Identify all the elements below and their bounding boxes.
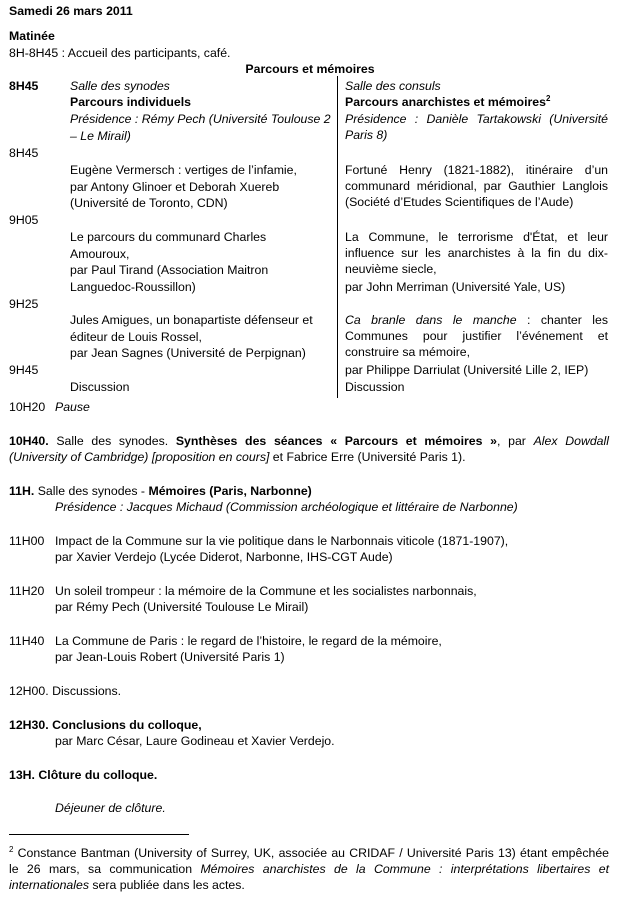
left-talk-line: Le parcours du communard Charles	[70, 230, 267, 244]
right-session-title-text: Parcours anarchistes et mémoires	[345, 95, 546, 109]
synthese-speaker: Alex Dowdall (University of Cambridge) [proposition en cours]	[9, 434, 609, 464]
footnote-title: Mémoires anarchistes de la Commune : interprétations libertaires et internationales	[9, 862, 609, 892]
session11-heading	[9, 483, 312, 499]
left-talk-line: Amouroux,	[70, 247, 130, 261]
session11-time: 11H.	[9, 484, 35, 498]
left-talk-line: (Université de Toronto, CDN)	[70, 196, 228, 210]
left-talk-line: Languedoc-Roussillon)	[70, 280, 196, 294]
right-talk	[345, 312, 608, 360]
left-room: Salle des synodes	[70, 79, 170, 93]
talk-author: par Rémy Pech (Université Toulouse Le Mirail)	[55, 600, 309, 614]
left-discussion: Discussion	[70, 380, 130, 394]
left-talk-line: par Antony Glinoer et Deborah Xuereb	[70, 180, 280, 194]
synthese-paragraph	[9, 433, 609, 465]
time-label: 9H05	[9, 213, 39, 227]
left-talk-line: par Paul Tirand (Association Maitron	[70, 263, 269, 277]
time-label: 8H45	[9, 146, 39, 160]
column-divider	[337, 76, 338, 398]
right-talk-author: par John Merriman (Université Yale, US)	[345, 280, 566, 294]
left-talk-line: par Jean Sagnes (Université de Perpignan)	[70, 346, 306, 360]
talk-time: 11H40	[9, 634, 45, 648]
left-presidency: Présidence : Rémy Pech (Université Toulouse 2	[70, 112, 331, 126]
talk-title: Impact de la Commune sur la vie politique dans le Narbonnais viticole (1871-1907),	[55, 534, 509, 548]
conclusions-title: 12H30. Conclusions du colloque,	[9, 718, 202, 732]
right-talk: Fortuné Henry (1821-1882), itinéraire d’un communard méridional, par Gauthier Langlois (Société d’Etudes Scientifiques de l’Aude)	[345, 163, 608, 209]
pause-label: Pause	[55, 400, 90, 414]
synthese-room: Salle des synodes.	[48, 434, 176, 448]
footnote	[9, 845, 609, 893]
right-talk-title-rest: : chanter les Communes pour justifier l’événement et construire sa mémoire,	[345, 313, 608, 359]
left-talk-line: Eugène Vermersch : vertiges de l’infamie,	[70, 163, 297, 177]
footnote-separator	[9, 834, 189, 835]
left-presidency: – Le Mirail)	[70, 129, 131, 143]
talk-time: 11H20	[9, 584, 45, 598]
talk-title: Un soleil trompeur : la mémoire de la Commune et les socialistes narbonnais,	[55, 584, 477, 598]
talk-title: La Commune de Paris : le regard de l’histoire, le regard de la mémoire,	[55, 634, 442, 648]
discussions-line: 12H00. Discussions.	[9, 684, 122, 698]
synthese-rest: et Fabrice Erre (Université Paris 1).	[269, 450, 466, 464]
right-talk-author: par Philippe Darriulat (Université Lille 2, IEP)	[345, 363, 589, 377]
session11-room: Salle des synodes -	[34, 484, 149, 498]
synthese-time: 10H40.	[9, 434, 49, 448]
closing-line: 13H. Clôture du colloque.	[9, 768, 158, 782]
synthese-by: , par	[497, 434, 534, 448]
right-presidency: Présidence : Danièle Tartakowski (Université Paris 8)	[345, 112, 608, 142]
footnote-mark: 2	[9, 844, 14, 854]
right-discussion: Discussion	[345, 380, 405, 394]
date-heading: Samedi 26 mars 2011	[9, 4, 133, 18]
time-label: 9H25	[9, 297, 39, 311]
left-talk-line: éditeur de Louis Rossel,	[70, 330, 202, 344]
talk-author: par Jean-Louis Robert (Université Paris 1)	[55, 650, 285, 664]
left-talk-line: Jules Amigues, un bonapartiste défenseur et	[70, 313, 313, 327]
session11-presidency: Présidence : Jacques Michaud (Commission archéologique et littéraire de Narbonne)	[55, 500, 518, 514]
right-talk: La Commune, le terrorisme d'État, et leur influence sur les anarchistes à la fin du dix-neuvième siecle,	[345, 230, 608, 276]
welcome-line: 8H-8H45 : Accueil des participants, café.	[9, 46, 231, 60]
right-session-title	[345, 94, 550, 110]
matinee-heading: Matinée	[9, 29, 55, 43]
time-label: 9H45	[9, 363, 39, 377]
left-session-title: Parcours individuels	[70, 95, 191, 109]
conclusions-authors: par Marc César, Laure Godineau et Xavier Verdejo.	[55, 734, 335, 748]
lunch-line: Déjeuner de clôture.	[55, 801, 166, 815]
footnote-ref[interactable]: 2	[545, 93, 551, 103]
right-room: Salle des consuls	[345, 79, 441, 93]
talk-time: 11H00	[9, 534, 45, 548]
time-label: 8H45	[9, 79, 39, 93]
footnote-text: Constance Bantman (University of Surrey, UK, associée au CRIDAF / Université Paris 13) étant empêchée le 26 mars, sa communication	[9, 846, 609, 876]
time-label: 10H20	[9, 400, 46, 414]
synthese-title: Synthèses des séances « Parcours et mémoires »	[175, 434, 498, 448]
talk-author: par Xavier Verdejo (Lycée Diderot, Narbonne, IHS-CGT Aude)	[55, 550, 393, 564]
footnote-text-end: sera publiée dans les actes.	[88, 878, 245, 892]
session11-title: Mémoires (Paris, Narbonne)	[148, 484, 312, 498]
section-title: Parcours et mémoires	[245, 62, 375, 76]
right-talk-title-italic: Ca branle dans le manche	[345, 313, 517, 327]
